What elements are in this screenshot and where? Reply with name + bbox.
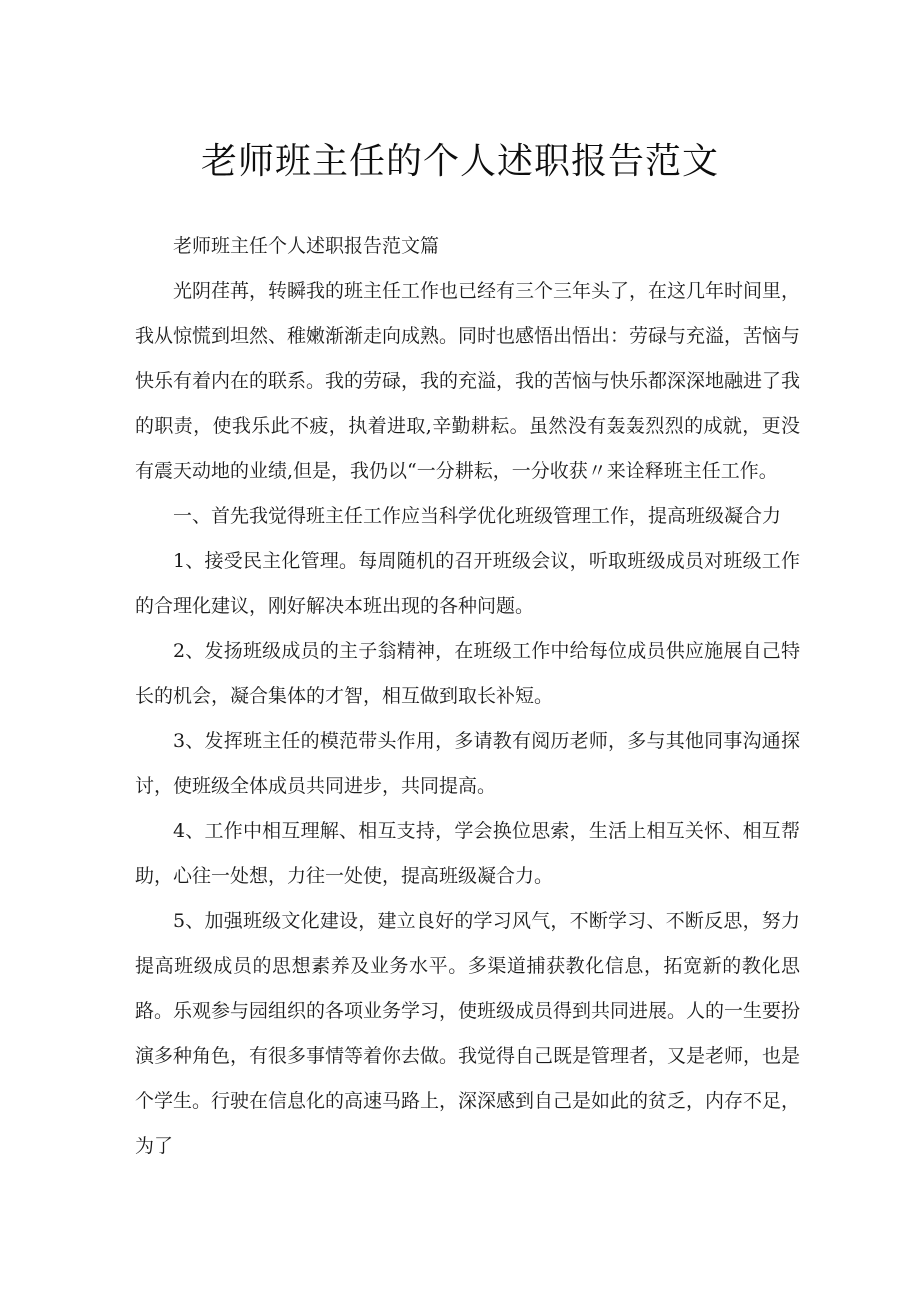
document-title: 老师班主任的个人述职报告范文: [200, 141, 719, 182]
paragraph-section-heading: 一、首先我觉得班主任工作应当科学优化班级管理工作，提高班级凝合力: [173, 505, 782, 527]
paragraph-item-4: 4、工作中相互理解、相互支持，学会换位思索，生活上相互关怀、相互帮助，心往一处想，力往一处使，提高班级凝合力。: [135, 820, 800, 887]
document-body: [135, 224, 800, 1169]
paragraph-item-3: 3、发挥班主任的模范带头作用，多请教有阅历老师，多与其他同事沟通探讨，使班级全体成员共同进步，共同提高。: [135, 730, 800, 797]
paragraph-intro: 光阴荏苒，转瞬我的班主任工作也已经有三个三年头了，在这几年时间里，我从惊慌到坦然、稚嫩渐渐走向成熟。同时也感悟出悟出：劳碌与充溢，苦恼与快乐有着内在的联系。我的劳碌，我的充溢，我的苦恼与快乐都深深地融进了我的职责，使我乐此不疲，执着进取,辛勤耕耘。虽然没有轰轰烈烈的成就，更没有震天动地的业绩,但是，我仍以“一分耕耘，一分收获〃来诠释班主任工作。: [135, 280, 801, 482]
document-subtitle: 老师班主任个人述职报告范文篇: [173, 235, 440, 257]
paragraph-item-2: 2、发扬班级成员的主子翁精神，在班级工作中给每位成员供应施展自己特长的机会，凝合集体的才智，相互做到取长补短。: [135, 640, 800, 707]
paragraph-item-1: 1、接受民主化管理。每周随机的召开班级会议，听取班级成员对班级工作的合理化建议，刚好解决本班出现的各种问题。: [135, 550, 800, 617]
paragraph-item-5: 5、加强班级文化建设，建立良好的学习风气，不断学习、不断反思，努力提高班级成员的思想素养及业务水平。多渠道捕获教化信息，拓宽新的教化思路。乐观参与园组织的各项业务学习，使班级成员得到共同进展。人的一生要扮演多种角色，有很多事情等着你去做。我觉得自己既是管理者，又是老师，也是个学生。行驶在信息化的高速马路上，深深感到自己是如此的贫乏，内存不足，为了: [135, 910, 801, 1157]
